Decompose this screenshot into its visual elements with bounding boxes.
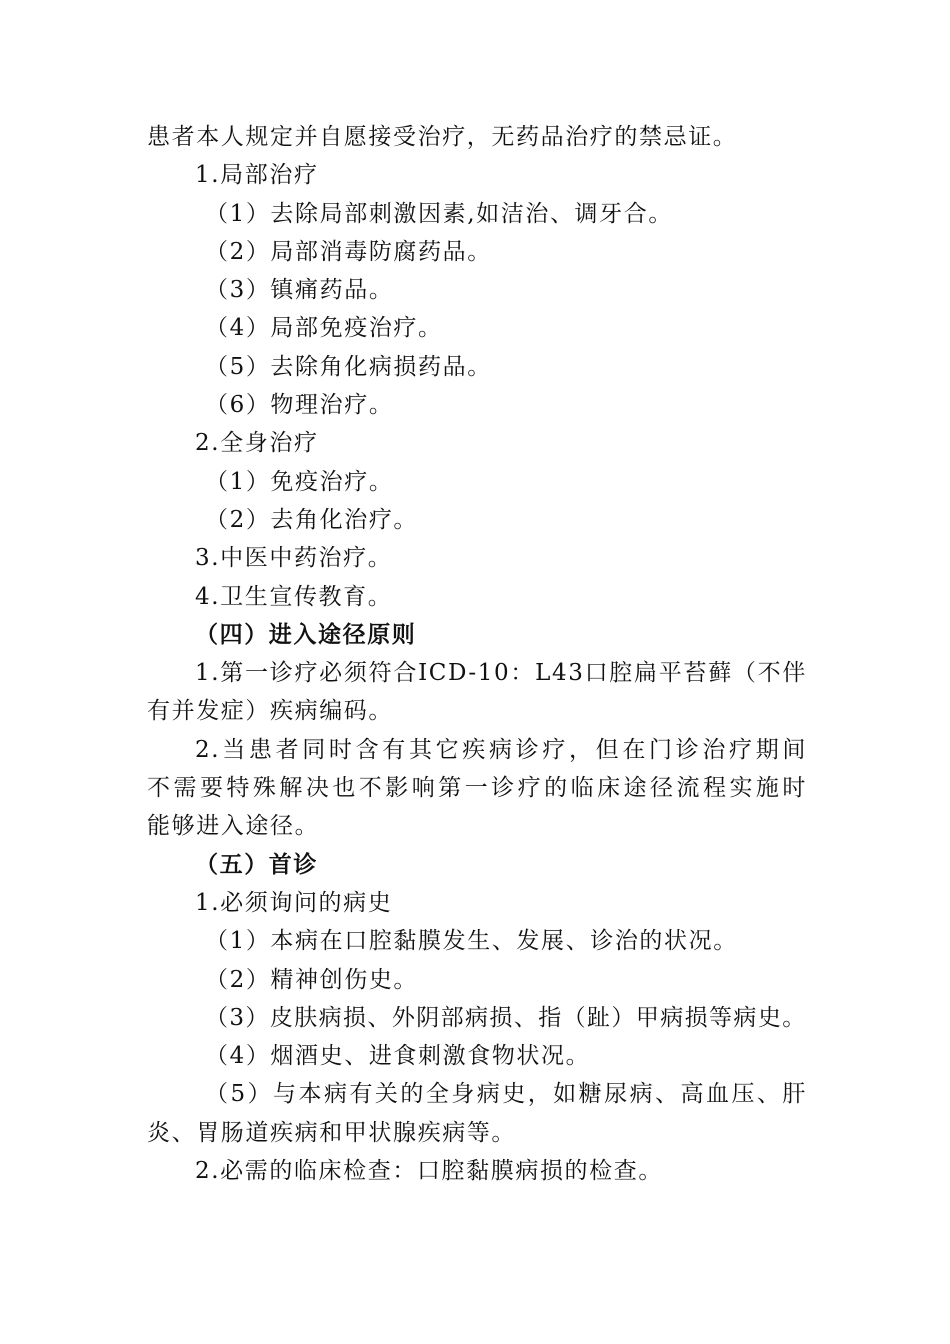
sub-item: （1）去除局部刺激因素,如洁治、调牙合。: [205, 200, 673, 227]
section-item: 4.卫生宣传教育。: [195, 583, 393, 610]
document-body: [147, 118, 807, 1190]
sub-item: （3）皮肤病损、外阴部病损、指（趾）甲病损等病史。: [205, 1004, 807, 1031]
sub-item: （1）免疫治疗。: [205, 468, 394, 495]
sub-item: （1）本病在口腔黏膜发生、发展、诊治的状况。: [205, 928, 738, 955]
paragraph-line: 不需要特殊解决也不影响第一诊疗的临床途径流程实施时: [147, 775, 807, 802]
sub-item: （2）去角化治疗。: [205, 506, 419, 533]
sub-item: （5）与本病有关的全身病史，如糖尿病、高血压、肝: [205, 1081, 807, 1108]
section-item: 3.中医中药治疗。: [195, 545, 393, 572]
section-item: 1.局部治疗: [195, 162, 319, 189]
paragraph-line: 有并发症）疾病编码。: [147, 698, 393, 725]
paragraph-line: 能够进入途径。: [147, 813, 320, 840]
section-heading: （五）首诊: [195, 850, 318, 878]
sub-item: （4）烟酒史、进食刺激食物状况。: [205, 1043, 591, 1070]
paragraph-line: 炎、胃肠道疾病和甲状腺疾病等。: [147, 1119, 516, 1146]
paragraph-line: 1.第一诊疗必须符合ICD-10：L43口腔扁平苔藓（不伴: [195, 660, 807, 687]
section-heading: （四）进入途径原则: [195, 620, 417, 648]
sub-item: （2）精神创伤史。: [205, 966, 419, 993]
sub-item: （6）物理治疗。: [205, 392, 394, 419]
sub-item: （5）去除角化病损药品。: [205, 353, 492, 380]
section-item: 2.必需的临床检查：口腔黏膜病损的检查。: [195, 1158, 663, 1185]
sub-item: （4）局部免疫治疗。: [205, 315, 443, 342]
paragraph-line: 2.当患者同时含有其它疾病诊疗，但在门诊治疗期间: [195, 736, 807, 763]
text-line: 患者本人规定并自愿接受治疗，无药品治疗的禁忌证。: [147, 124, 738, 150]
section-item: 2.全身治疗: [195, 430, 319, 457]
sub-item: （3）镇痛药品。: [205, 277, 394, 304]
section-item: 1.必须询问的病史: [195, 889, 393, 916]
sub-item: （2）局部消毒防腐药品。: [205, 238, 492, 265]
